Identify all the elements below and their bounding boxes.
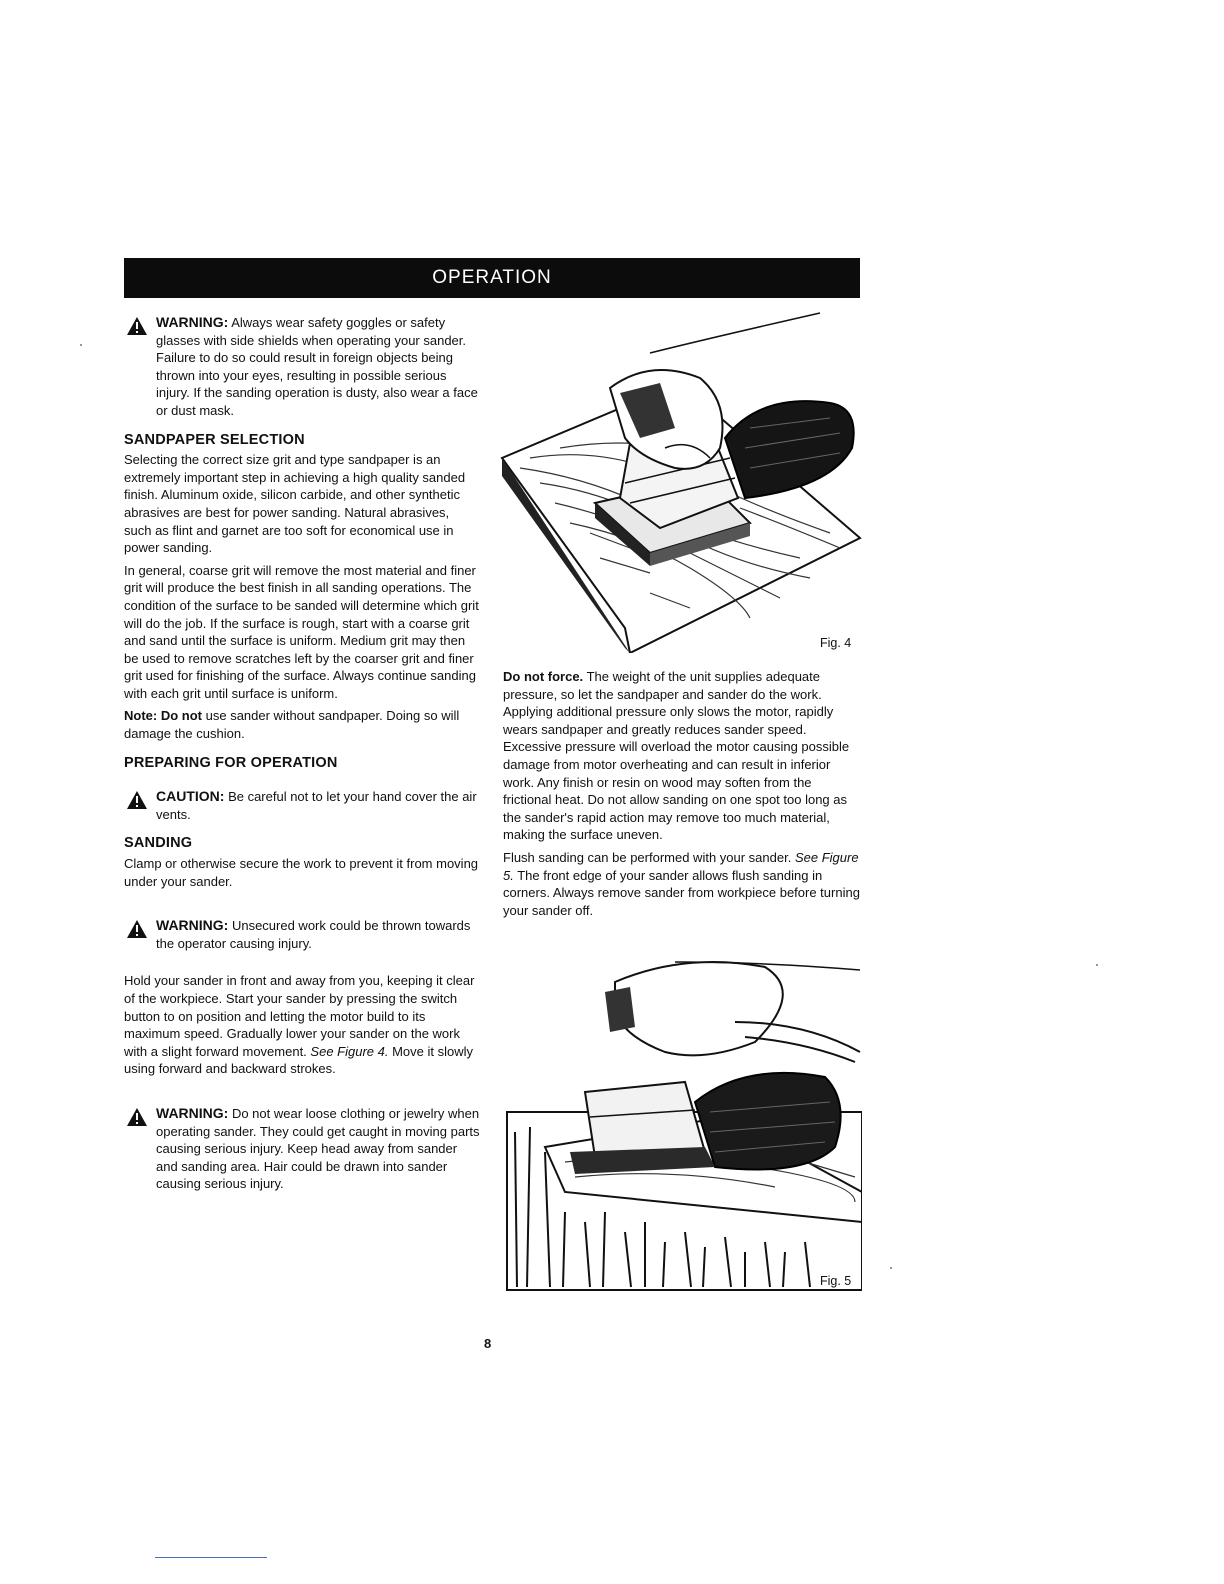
warning-text: Unsecured work could be thrown towards the operator causing injury.: [156, 918, 471, 951]
page-number: 8: [484, 1336, 492, 1351]
heading-sanding: SANDING: [124, 835, 193, 852]
figure-4-label: Fig. 4: [820, 636, 852, 650]
caution-air-vents: [124, 788, 480, 823]
scan-speck: [80, 344, 82, 346]
paragraph-text: Move it slowly using forward and backward strokes.: [124, 1043, 474, 1077]
paragraph-text: Hold your sander in front and away from you, keeping it clear of the workpiece. Start your sander by pressing the switch button to on position and letting the motor build to its maximum speed. Gradually lower your sander on the work with a slight forward movement.: [124, 973, 475, 1059]
warning-unsecured-work: [124, 917, 480, 952]
heading-sandpaper-selection: SANDPAPER SELECTION: [124, 431, 305, 448]
paragraph-text: Flush sanding can be performed with your sander.: [503, 849, 792, 865]
warning-text: Do not wear loose clothing or jewelry when operating sander. They could get caught in moving parts causing serious injury. Keep head away from sander and sanding area. Hair could be drawn into sander causing serious injury.: [156, 1105, 480, 1192]
warning-label: WARNING:: [156, 917, 229, 934]
warning-triangle-icon: [126, 316, 148, 336]
paragraph-text: The front edge of your sander allows flush sanding in corners. Always remove sander from workpiece before turning your sander off.: [503, 867, 860, 918]
paragraph-do-not-force: [503, 668, 860, 844]
figure-reference: See Figure 4.: [310, 1043, 389, 1059]
warning-label: WARNING:: [156, 1104, 229, 1121]
right-column: [503, 668, 860, 924]
warning-label: WARNING:: [156, 314, 229, 330]
warning-triangle-icon: [126, 919, 148, 939]
note-label: Note:: [124, 708, 158, 724]
warning-loose-clothing: [124, 1105, 480, 1193]
caution-text: Be careful not to let your hand cover the air vents.: [156, 789, 477, 822]
warning-safety-goggles: [124, 314, 480, 420]
note-text: use sander without sandpaper. Doing so will damage the cushion.: [124, 708, 460, 742]
figure-5-label: Fig. 5: [820, 1274, 852, 1288]
scan-speck: [890, 1267, 892, 1269]
scan-speck: [1096, 964, 1098, 966]
paragraph-sandpaper-2: In general, coarse grit will remove the most material and finer grit will produce the best finish in all sanding operations. The condition of the surface to be sanded will determine which grit will do the job. If the surface is rough, start with a coarse grit and sand until the surface is uniform. Medium grit may then be used to remove scratches left by the coarser grit and finer grit used for finishing of the surface. Always continue sanding with each grit until surface is uniform.: [124, 562, 479, 701]
figure-5-flush-sanding-illustration: [505, 952, 862, 1292]
figure-reference: See Figure 5.: [503, 849, 859, 883]
do-not-force-label: Do not force.: [503, 669, 584, 684]
heading-preparing-for-operation: PREPARING FOR OPERATION: [124, 754, 338, 771]
section-title: OPERATION: [432, 267, 552, 288]
paragraph-sandpaper-1: Selecting the correct size grit and type sandpaper is an extremely important step in achieving a high quality sanded finish. Aluminum oxide, silicon carbide, and other synthetic abrasives are best for power sanding. Natural abrasives, such as flint and garnet are too soft for economical use in power sanding.: [124, 452, 466, 556]
note-emphasis: Do not: [160, 708, 202, 724]
left-column: [124, 314, 480, 1199]
paragraph-flush-sanding: [503, 849, 860, 919]
paragraph-sanding-2: [124, 972, 480, 1078]
paragraph-sanding-1: Clamp or otherwise secure the work to prevent it from moving under your sander.: [124, 856, 479, 889]
caution-label: CAUTION:: [156, 788, 225, 805]
paragraph-text: The weight of the unit supplies adequate pressure, so let the sandpaper and sander do the work. Applying additional pressure only slows the motor, rapidly wears sandpaper and greatly reduces sander speed. Excessive pressure will overload the motor causing possible damage from motor overheating and can result in inferior work. Any finish or resin on wood may soften from the frictional heat. Do not allow sanding on one spot too long as the sander's rapid action may remove too much material, making the surface uneven.: [503, 669, 850, 843]
warning-text: Always wear safety goggles or safety glasses with side shields when operating your sander. Failure to do so could result in foreign objects being thrown into your eyes, resulting in possible serious injury. If the sanding operation is dusty, also wear a face or dust mask.: [156, 315, 478, 418]
note-paragraph: [124, 707, 480, 742]
bottom-rule: [155, 1557, 267, 1558]
warning-triangle-icon: [126, 790, 148, 810]
section-header-banner: [124, 258, 860, 298]
figure-4-sander-on-board-illustration: [500, 308, 862, 653]
warning-triangle-icon: [126, 1107, 148, 1127]
